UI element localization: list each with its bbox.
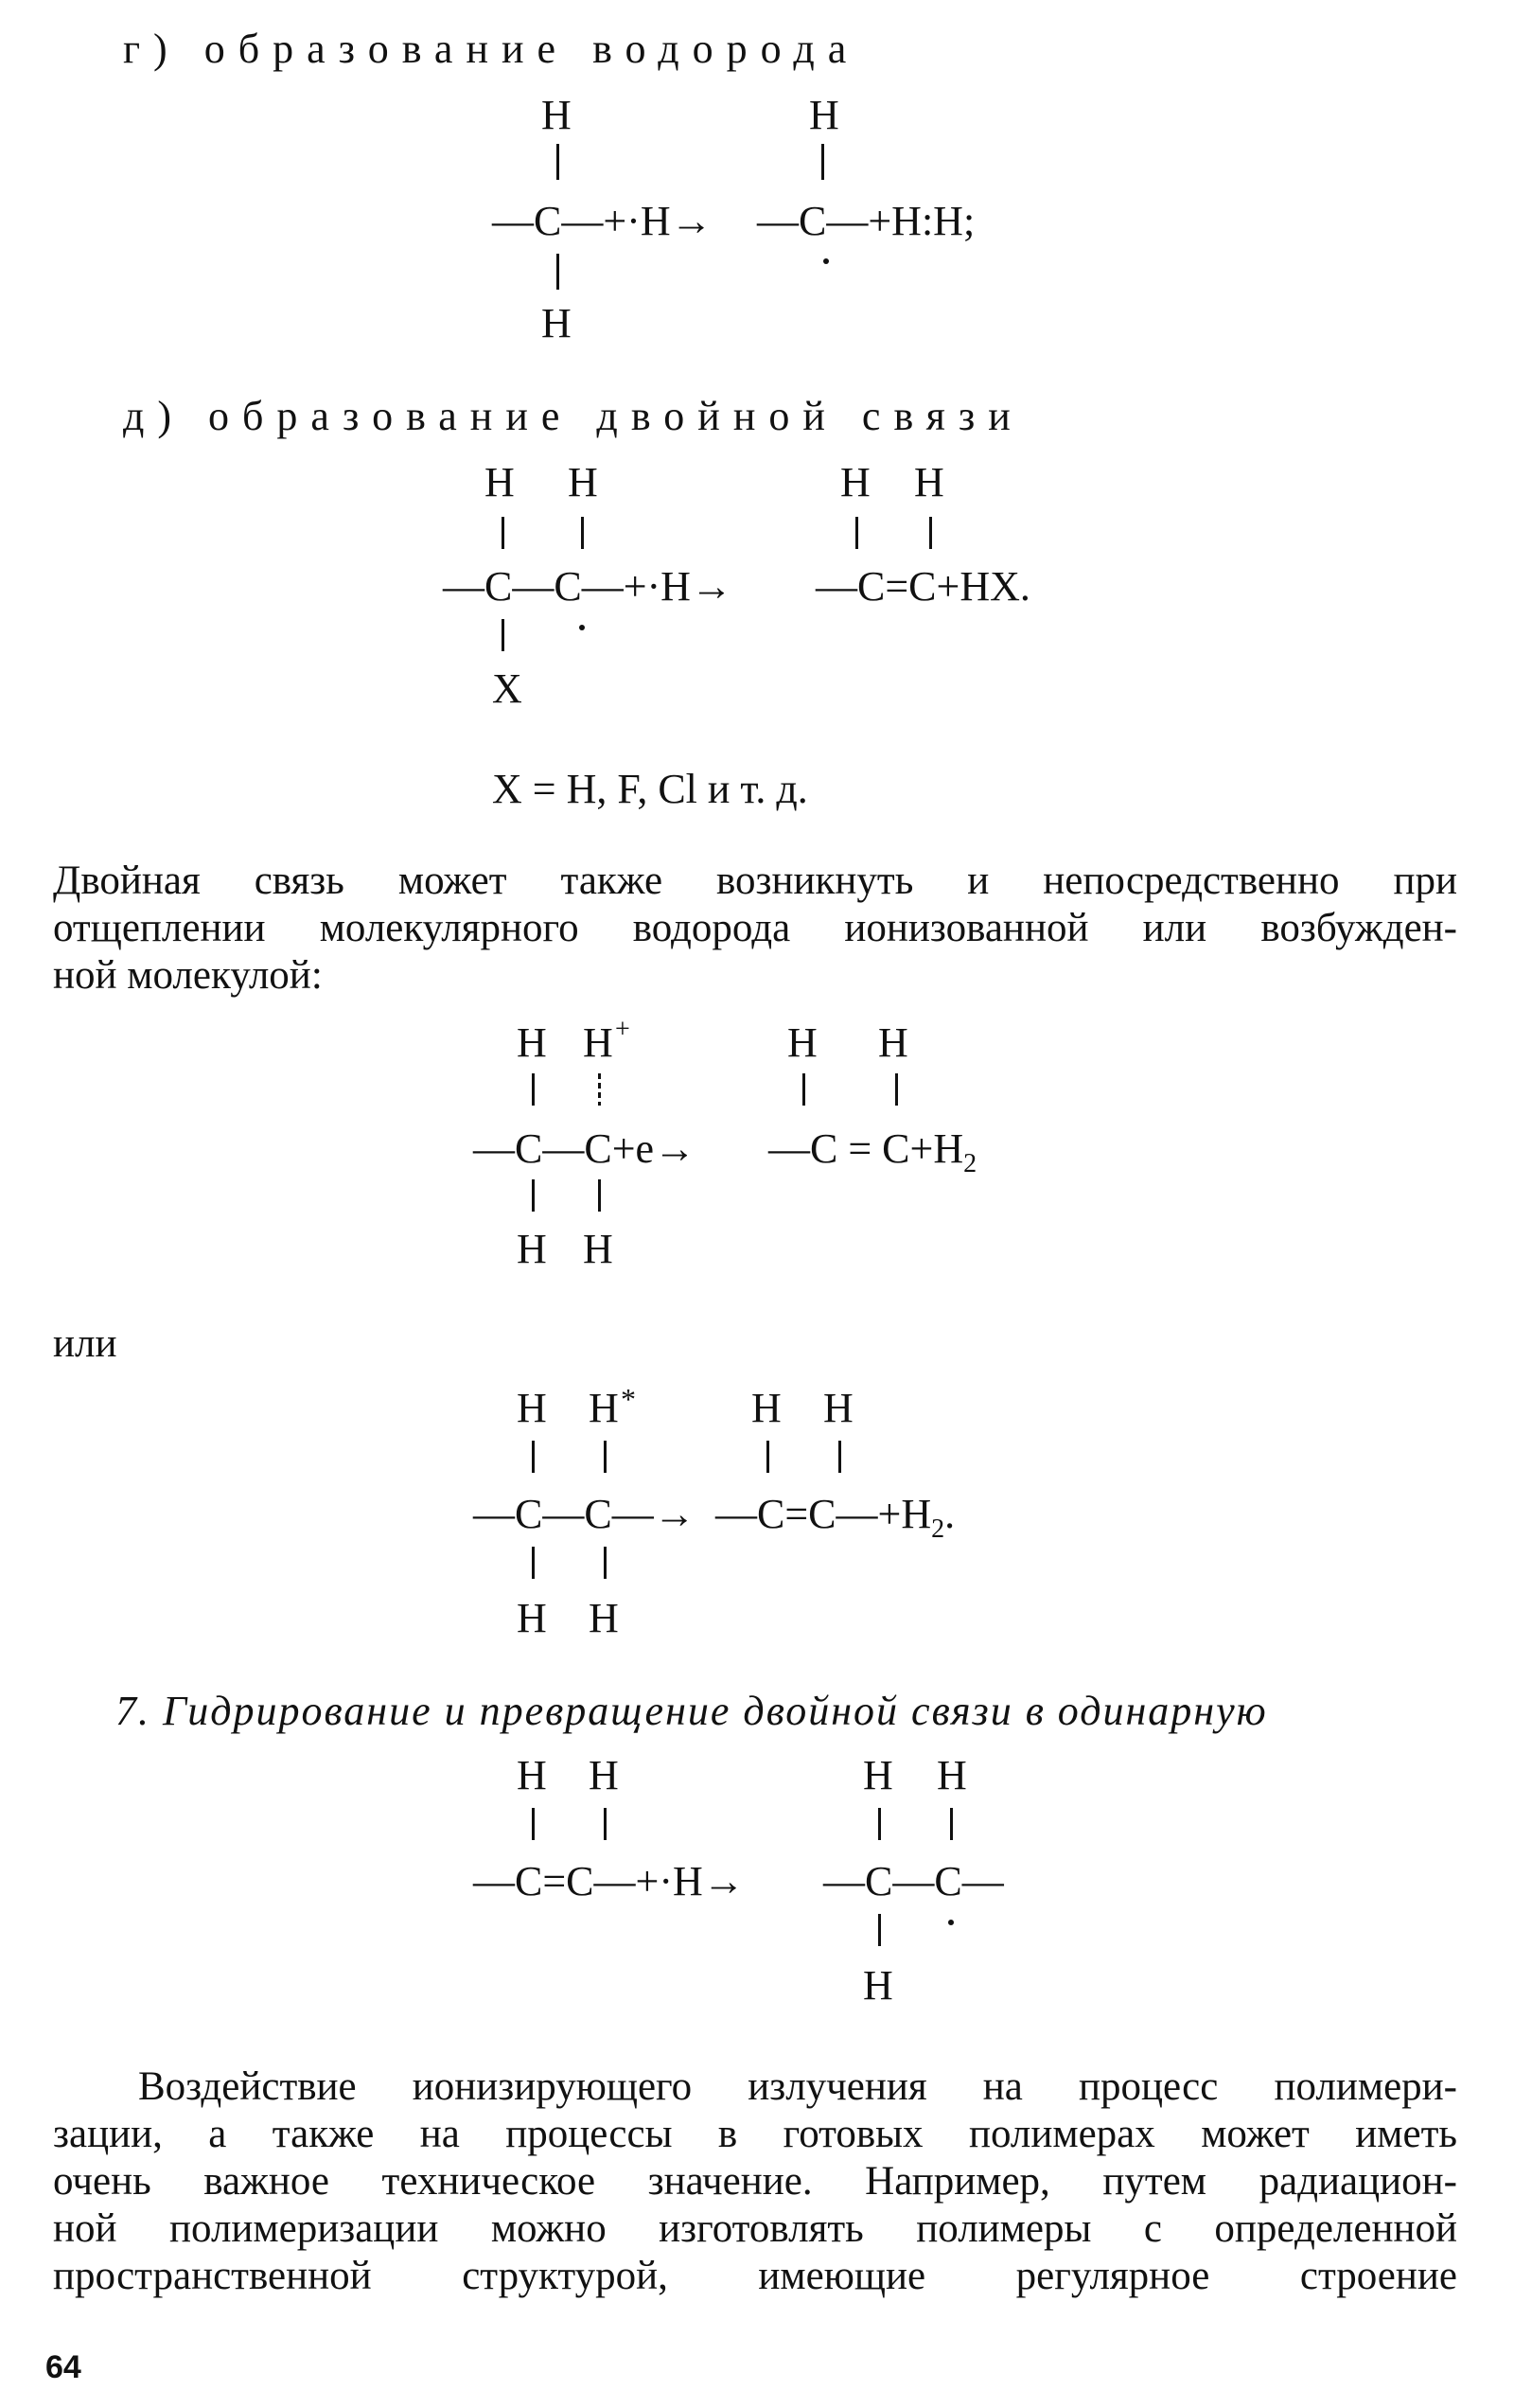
atom-h-top: H: [583, 1019, 613, 1066]
excited-star: *: [621, 1382, 636, 1416]
bond-vertical: [604, 1547, 607, 1579]
bond-vertical: [855, 517, 858, 549]
bond-vertical: [556, 144, 559, 180]
bond-vertical: [598, 1179, 601, 1212]
formula-end-period: .: [944, 1491, 956, 1537]
formula-left-center: —C=C—+·H→: [473, 1858, 745, 1904]
paragraph-line: зации, а также на процессы в готовых полимерах может иметь: [53, 2112, 1457, 2156]
formula-right-center: —C=C+HX.: [816, 563, 1030, 610]
paragraph-double-bond-direct: [53, 858, 1457, 1000]
heading-hydrogen-formation: г) образование водорода: [123, 26, 860, 72]
bond-vertical: [821, 144, 824, 180]
bond-vertical: [532, 1179, 535, 1212]
bond-vertical: [604, 1808, 607, 1840]
radical-dot: [579, 625, 585, 630]
connector-or: или: [53, 1321, 117, 1366]
x-substituent-note: X = H, F, Cl и т. д.: [492, 766, 808, 812]
atom-h-bottom: H: [863, 1962, 893, 2009]
atom-h-bottom-left: H: [541, 300, 572, 346]
bond-vertical: [502, 619, 504, 651]
paragraph-line: ной полимеризации можно изготовлять полимеры с определенной: [53, 2206, 1457, 2251]
atom-h-top: H: [589, 1385, 619, 1431]
bond-vertical: [878, 1914, 881, 1946]
paragraph-ionizing-radiation: [53, 2063, 1457, 2300]
subscript-2: 2: [931, 1514, 945, 1544]
paragraph-line: отщеплении молекулярного водорода ионизованной или возбужден-: [53, 906, 1457, 950]
paragraph-line: пространственной структурой, имеющие регулярное строение: [53, 2254, 1457, 2298]
radical-dot: [823, 258, 829, 264]
bond-vertical: [532, 1547, 535, 1579]
atom-h-top: H: [787, 1019, 818, 1066]
atom-h-top: H: [484, 459, 515, 505]
radical-dot: [948, 1920, 954, 1925]
bond-vertical: [532, 1441, 535, 1473]
atom-h-top: H: [589, 1752, 619, 1798]
atom-h-top: H: [517, 1752, 547, 1798]
atom-x-bottom: X: [492, 665, 522, 712]
atom-h-top: H: [568, 459, 598, 505]
formula-right-center: —C—C—: [823, 1858, 1004, 1904]
formula-left-center: —C—C—→: [473, 1491, 695, 1537]
bond-vertical: [950, 1808, 953, 1840]
heading-double-bond-formation: д) образование двойной связи: [123, 393, 1024, 439]
heading-hydrogenation: 7. Гидрирование и превращение двойной связи в одинарную: [115, 1688, 1268, 1734]
atom-h-top: H: [914, 459, 944, 505]
atom-h-bottom: H: [583, 1226, 613, 1272]
paragraph-line: Двойная связь может также возникнуть и непосредственно при: [53, 859, 1457, 903]
page-number: 64: [45, 2349, 81, 2385]
paragraph-line: очень важное техническое значение. Например, путем радиацион-: [53, 2159, 1457, 2204]
atom-h-top-left: H: [541, 92, 572, 138]
bond-vertical: [802, 1073, 805, 1106]
formula-left-center: —C—+·H→: [492, 198, 713, 244]
bond-vertical: [878, 1808, 881, 1840]
atom-h-top: H: [751, 1385, 782, 1431]
bond-vertical: [502, 517, 504, 549]
atom-h-top: H: [878, 1019, 908, 1066]
atom-h-top: H: [840, 459, 871, 505]
atom-h-top: H: [823, 1385, 854, 1431]
formula-right-text: —C = C+H: [768, 1125, 964, 1172]
bond-vertical: [581, 517, 584, 549]
formula-left-center: —C—C—+·H→: [443, 563, 732, 610]
subscript-2: 2: [963, 1148, 977, 1178]
formula-right-center: [715, 1491, 956, 1544]
bond-vertical: [929, 517, 932, 549]
ion-charge-plus: +: [615, 1015, 630, 1044]
atom-h-top: H: [517, 1385, 547, 1431]
bond-vertical: [556, 254, 559, 290]
bond-vertical: [532, 1808, 535, 1840]
atom-h-bottom: H: [517, 1595, 547, 1641]
atom-h-bottom: H: [517, 1226, 547, 1272]
paragraph-line: ной молекулой:: [53, 953, 323, 998]
bond-vertical: [895, 1073, 898, 1106]
formula-left-center: —C—C+e→: [473, 1125, 696, 1172]
bond-vertical: [766, 1441, 769, 1473]
formula-right-text: —C=C—+H: [715, 1491, 932, 1537]
formula-right-center: —C—+H:H;: [757, 198, 976, 244]
atom-h-top: H: [863, 1752, 893, 1798]
bond-vertical-dashed: [598, 1073, 601, 1106]
atom-h-bottom: H: [589, 1595, 619, 1641]
atom-h-top: H: [517, 1019, 547, 1066]
bond-vertical: [838, 1441, 841, 1473]
atom-h-top-right: H: [809, 92, 839, 138]
paragraph-line: Воздействие ионизирующего излучения на процесс полимери-: [138, 2064, 1457, 2109]
bond-vertical: [532, 1073, 535, 1106]
bond-vertical: [604, 1441, 607, 1473]
atom-h-top: H: [937, 1752, 967, 1798]
formula-right-center: [768, 1125, 977, 1178]
